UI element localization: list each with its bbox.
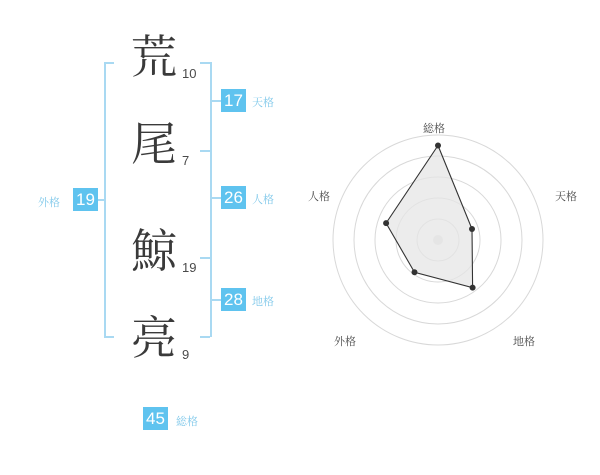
tenkaku-connector: [210, 100, 221, 102]
radar-data-point: [412, 269, 418, 275]
gaikaku-value-chip: 19: [73, 188, 98, 211]
kanji-character-4: 亮: [131, 311, 177, 365]
chikaku-bracket-top: [200, 257, 210, 259]
axis-label-gaikaku: 外格: [334, 335, 356, 348]
tenkaku-bracket-top: [200, 62, 210, 64]
tenkaku-bracket-vertical: [210, 62, 212, 151]
chikaku-value-chip: 28: [221, 288, 246, 311]
jinkaku-bracket-vertical: [210, 150, 212, 258]
gaikaku-bracket-top: [104, 62, 114, 64]
stroke-count-4: 9: [182, 347, 190, 362]
radar-data-point: [435, 143, 441, 149]
gaikaku-bracket-vertical: [104, 62, 106, 337]
axis-label-soukaku: 総格: [423, 122, 445, 135]
jinkaku-bracket-top: [200, 150, 210, 152]
radar-series-polygon: [386, 146, 473, 288]
radar-chart: [310, 0, 600, 470]
chikaku-bracket-bottom: [200, 336, 210, 338]
stroke-count-1: 10: [182, 66, 197, 81]
kanji-character-3: 鯨: [131, 224, 177, 278]
chikaku-connector: [210, 299, 221, 301]
chikaku-bracket-vertical: [210, 257, 212, 337]
kanji-character-2: 尾: [131, 117, 177, 171]
radar-data-point: [469, 226, 475, 232]
soukaku-label: 総格: [176, 415, 198, 428]
radar-data-point: [470, 285, 476, 291]
tenkaku-value-chip: 17: [221, 89, 246, 112]
soukaku-value-chip: 45: [143, 407, 168, 430]
jinkaku-label: 人格: [252, 193, 274, 206]
radar-chart-svg: [310, 0, 600, 470]
kanji-character-1: 荒: [131, 30, 177, 84]
stroke-count-3: 19: [182, 260, 197, 275]
jinkaku-connector: [210, 197, 221, 199]
gaikaku-label: 外格: [38, 196, 60, 209]
axis-label-chikaku: 地格: [513, 335, 535, 348]
radar-data-point: [383, 220, 389, 226]
axis-label-jinkaku: 人格: [308, 190, 330, 203]
axis-label-tenkaku: 天格: [555, 190, 577, 203]
jinkaku-value-chip: 26: [221, 186, 246, 209]
tenkaku-label: 天格: [252, 96, 274, 109]
stroke-count-2: 7: [182, 153, 190, 168]
chikaku-label: 地格: [252, 295, 274, 308]
gaikaku-bracket-bottom: [104, 336, 114, 338]
